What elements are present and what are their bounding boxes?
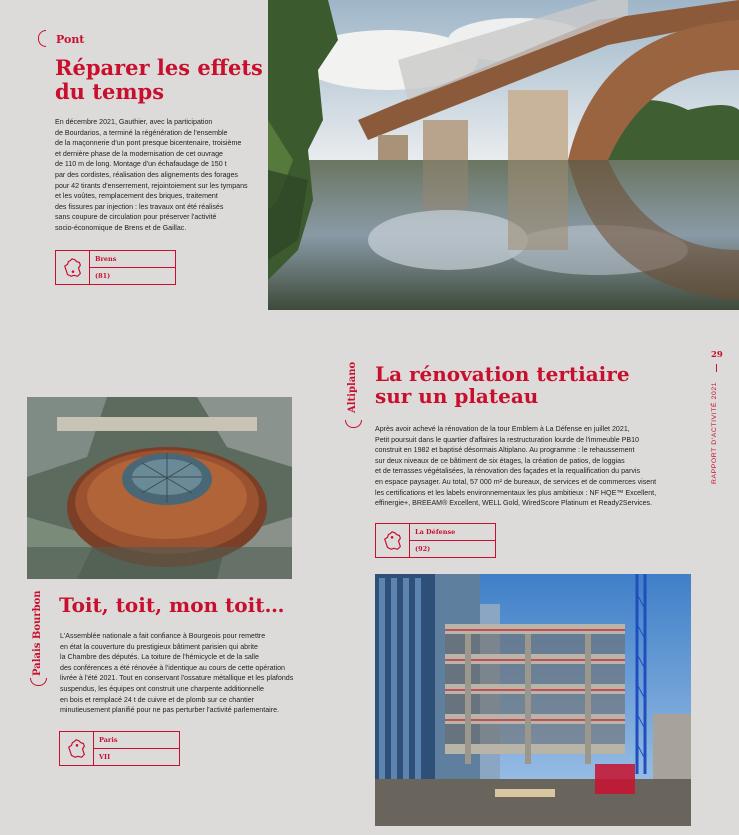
- pont-body-line: En décembre 2021, Gauthier, avec la participation: [55, 118, 213, 126]
- pont-body-line: de 110 m de long. Montage d'un échafaudage de 150 t: [55, 160, 227, 169]
- location-box-la-defense: [375, 523, 496, 558]
- location-dept: VII: [99, 753, 111, 761]
- pont-title-line1: Réparer les effets: [55, 55, 263, 80]
- altiplano-title-line2: sur un plateau: [375, 384, 539, 409]
- dome-roof-photo: [27, 397, 292, 579]
- altiplano-body-line: et de terrasses végétalisées, la rénovation des façades et la requalification du parvis: [375, 467, 640, 476]
- altiplano-body-line: en espace paysager. Au total, 57 000 m² de bureaux, de services et de commerces visent: [375, 477, 657, 486]
- location-dept: (81): [95, 272, 111, 280]
- france-map-icon: [56, 251, 90, 284]
- bridge-photo: [268, 0, 739, 310]
- location-box-brens: [55, 250, 176, 285]
- pont-body-line: socio-économique de Brens et de Gaillac.: [55, 223, 187, 232]
- report-side-label: RAPPORT D'ACTIVITÉ 2021: [711, 381, 718, 484]
- altiplano-title: [375, 363, 630, 408]
- pont-body: [55, 117, 260, 234]
- pont-body-line: et les voûtes, remplacement des briques, traitement: [55, 192, 218, 201]
- pont-title: [55, 56, 263, 103]
- altiplano-body: [375, 424, 695, 509]
- location-box-paris: [59, 731, 180, 766]
- location-dept: (92): [415, 545, 431, 553]
- pont-body-line: des fissures par injection : les travaux ont été réalisés: [55, 202, 224, 211]
- altiplano-body-line: sur deux niveaux de ce bâtiment de six étages, la création de patios, de loggias: [375, 456, 625, 465]
- location-city: Paris: [94, 732, 179, 749]
- palais-body-line: minutieusement planifié pour ne pas perturber l'activité parlementaire.: [60, 706, 280, 715]
- palais-title: Toit, toit, mon toit…: [59, 593, 285, 617]
- office-construction-photo: [375, 574, 691, 826]
- pont-body-line: par des cordistes, réalisation des alignements des forages: [55, 170, 238, 179]
- altiplano-body-line: les certifications et les labels environnementaux les plus ambitieux : NF HQE™ Excellent,: [375, 488, 657, 497]
- location-city: Brens: [90, 251, 175, 268]
- altiplano-body-line: effinergie+, BREEAM® Excellent, WELL Gold, WiredScore Platinum et Ready2Services.: [375, 499, 653, 508]
- palais-body-line: suspendus, les équipes ont construit une charpente additionnelle: [60, 684, 264, 693]
- palais-body-line: livrée à l'été 2021. Tout en conservant l'ossature métallique et les plafonds: [60, 674, 294, 683]
- palais-body-line: L'Assemblée nationale a fait confiance à Bourgeois pour remettre: [60, 632, 266, 640]
- section-marker-icon: [38, 30, 46, 47]
- france-map-icon: [60, 732, 94, 765]
- pont-body-line: de Bourdarios, a terminé la régénération de l'ensemble: [55, 128, 228, 137]
- location-city: La Défense: [410, 524, 495, 541]
- section-marker-icon: [345, 420, 362, 428]
- section-marker-icon: [30, 678, 47, 686]
- palais-body-line: la Chambre des députés. La toiture de l'hémicycle et de la salle: [60, 653, 259, 662]
- section-tag-altiplano: Altiplano: [347, 361, 358, 413]
- france-map-icon: [376, 524, 410, 557]
- section-tag-palais-bourbon: Palais Bourbon: [32, 590, 43, 676]
- palais-body-line: des conférences a été rénovée à l'identique au cours de cette opération: [60, 663, 285, 672]
- palais-body-line: en bois et remplacé 24 t de cuivre et de plomb sur ce chantier: [60, 695, 255, 704]
- altiplano-body-line: Après avoir achevé la rénovation de la tour Emblem à La Défense en juillet 2021,: [375, 425, 630, 433]
- altiplano-body-line: construit en 1982 et baptisé désormais Altiplano. Au programme : le rehaussement: [375, 446, 635, 455]
- palais-body: [60, 631, 310, 716]
- page-number: 29: [711, 350, 723, 360]
- palais-body-line: en état la couverture du prestigieux bâtiment parisien qui abrite: [60, 642, 258, 651]
- section-tag-pont: Pont: [56, 33, 85, 46]
- altiplano-body-line: Petit poursuit dans le quartier d'affaires la restructuration lourde de l'immeuble PB10: [375, 435, 640, 444]
- pont-body-line: pour 42 tirants d'enserrement, rejointoiement sur les tympans: [55, 181, 248, 190]
- pont-body-line: et dernière phase de la modernisation de cet ouvrage: [55, 149, 223, 158]
- pont-body-line: de la maçonnerie d'un pont presque bicentenaire, troisième: [55, 139, 242, 148]
- page-number-rule: [716, 364, 717, 372]
- pont-body-line: sans coupure de circulation pour préserver l'activité: [55, 213, 217, 222]
- pont-title-line2: du temps: [55, 78, 165, 104]
- altiplano-title-line1: La rénovation tertiaire: [375, 362, 630, 386]
